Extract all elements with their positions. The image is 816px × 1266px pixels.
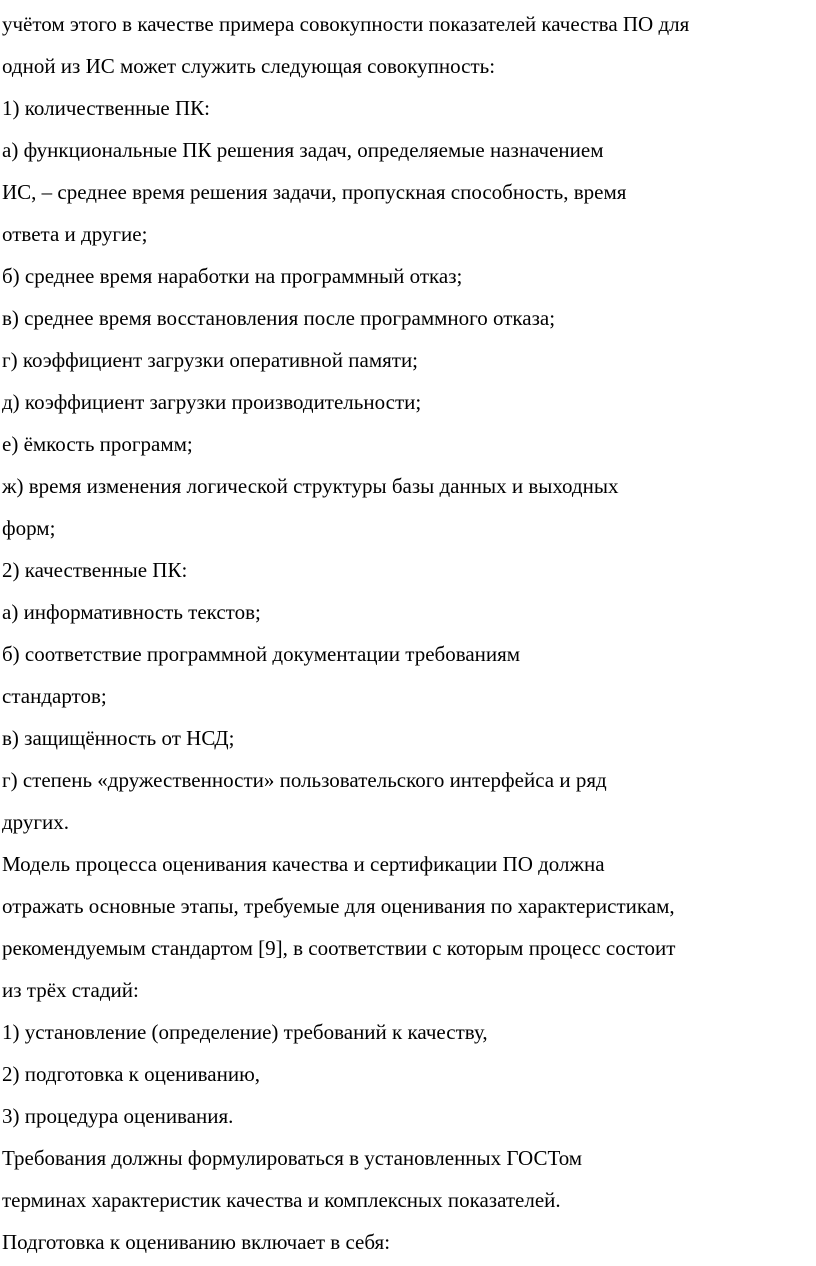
text-line: терминах характеристик качества и комплексных показателей. (2, 1188, 561, 1212)
text-line: ответа и другие; (2, 222, 148, 246)
text-line: Требования должны формулироваться в установленных ГОСТом (2, 1146, 583, 1170)
text-line: д) коэффициент загрузки производительности; (2, 390, 422, 414)
text-line: Подготовка к оцениванию включает в себя: (2, 1230, 391, 1254)
text-line: 3) процедура оценивания. (2, 1104, 234, 1128)
text-line: б) среднее время наработки на программный отказ; (2, 264, 463, 288)
text-line: одной из ИС может служить следующая совокупность: (2, 54, 496, 78)
text-line: г) степень «дружественности» пользовательского интерфейса и ряд (2, 768, 607, 792)
text-line: отражать основные этапы, требуемые для оценивания по характеристикам, (2, 894, 675, 918)
text-line: а) функциональные ПК решения задач, определяемые назначением (2, 138, 604, 162)
text-line: других. (2, 810, 70, 834)
text-line: 2) подготовка к оцениванию, (2, 1062, 261, 1086)
text-line: Модель процесса оценивания качества и сертификации ПО должна (2, 852, 605, 876)
text-line: а) информативность текстов; (2, 600, 261, 624)
text-line: в) защищённость от НСД; (2, 726, 235, 750)
text-line: ИС, – среднее время решения задачи, пропускная способность, время (2, 180, 627, 204)
text-line: 2) качественные ПК: (2, 558, 188, 582)
text-line: е) ёмкость программ; (2, 432, 193, 456)
text-line: форм; (2, 516, 56, 540)
text-line: ж) время изменения логической структуры базы данных и выходных (2, 474, 619, 498)
text-line: из трёх стадий: (2, 978, 139, 1002)
text-line: в) среднее время восстановления после программного отказа; (2, 306, 556, 330)
text-line: стандартов; (2, 684, 107, 708)
text-line: учётом этого в качестве примера совокупности показателей качества ПО для (2, 12, 690, 36)
text-line: б) соответствие программной документации требованиям (2, 642, 521, 666)
text-line: рекомендуемым стандартом [9], в соответствии с которым процесс состоит (2, 936, 676, 960)
text-line: 1) установление (определение) требований к качеству, (2, 1020, 488, 1044)
text-line: 1) количественные ПК: (2, 96, 211, 120)
text-line: г) коэффициент загрузки оперативной памяти; (2, 348, 419, 372)
